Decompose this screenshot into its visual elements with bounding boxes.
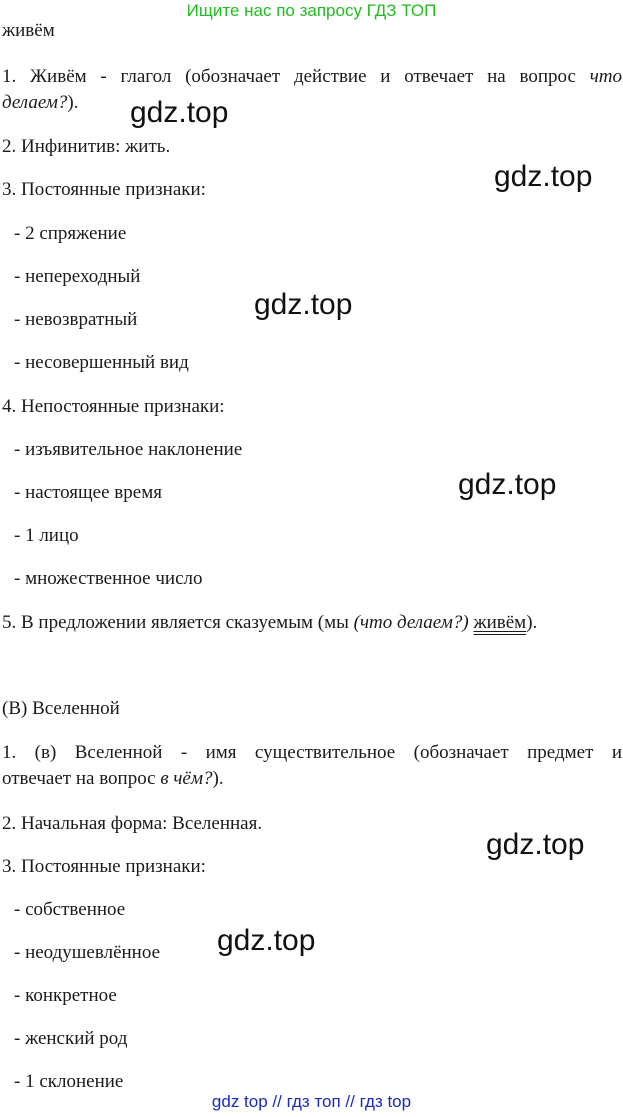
watermark: gdz.top — [130, 96, 229, 129]
section1-nonconst-item: - множественное число — [14, 568, 203, 589]
section2-const-item: - конкретное — [14, 985, 117, 1006]
watermark: gdz.top — [217, 924, 316, 957]
section1-nonconst-heading: 4. Непостоянные признаки: — [2, 396, 225, 417]
section1-nonconst-item: - изъявительное наклонение — [14, 439, 243, 460]
search-banner: Ищите нас по запросу ГДЗ ТОП — [186, 1, 437, 20]
p1-text: 1. Живём - глагол (обозначает действие и отвечает на вопрос — [2, 66, 590, 87]
section1-const-item: - невозвратный — [14, 309, 138, 330]
section1-const-item: - непереходный — [14, 266, 141, 287]
section1-const-item: - 2 спряжение — [14, 223, 127, 244]
section1-heading: живём — [2, 20, 55, 41]
p5-text: 5. В предложении является сказуемым (мы — [2, 612, 354, 633]
section1-nonconst-item: - 1 лицо — [14, 525, 79, 546]
watermark: gdz.top — [458, 468, 557, 501]
p1-question: в чём? — [160, 768, 213, 789]
watermark: gdz.top — [254, 288, 353, 321]
section1-point1-line1 — [2, 66, 622, 88]
section2-point1-line1: 1. (в) Вселенной - имя существительное (обозначает предмет и — [2, 742, 622, 763]
section1-nonconst-item: - настоящее время — [14, 482, 162, 503]
section1-const-heading: 3. Постоянные признаки: — [2, 179, 206, 200]
watermark: gdz.top — [486, 828, 585, 861]
section1-const-item: - несовершенный вид — [14, 352, 189, 373]
section2-initial-form: 2. Начальная форма: Вселенная. — [2, 813, 263, 834]
section1-syntax-role: 5. В предложении является сказуемым (мы (что делаем?) живём). — [2, 612, 538, 633]
p1-end: ). — [67, 92, 79, 113]
section2-point1-line2: отвечает на вопрос в чём?). — [2, 768, 224, 789]
section2-const-item: - женский род — [14, 1028, 128, 1049]
p5-question: (что делаем?) — [353, 612, 469, 633]
footer-links: gdz top // гдз топ // гдз top — [211, 1092, 412, 1111]
predicate-word: живём — [473, 612, 527, 633]
section2-heading: (В) Вселенной — [2, 698, 120, 719]
watermark: gdz.top — [494, 160, 593, 193]
section1-infinitive: 2. Инфинитив: жить. — [2, 136, 171, 157]
section2-const-item: - неодушевлённое — [14, 942, 160, 963]
section2-const-heading: 3. Постоянные признаки: — [2, 856, 206, 877]
p1-question: что — [589, 66, 622, 87]
section2-const-item: - 1 склонение — [14, 1071, 124, 1092]
section2-const-item: - собственное — [14, 899, 126, 920]
p1-question-cont: делаем? — [2, 92, 68, 113]
section1-point1-line2 — [2, 92, 78, 114]
